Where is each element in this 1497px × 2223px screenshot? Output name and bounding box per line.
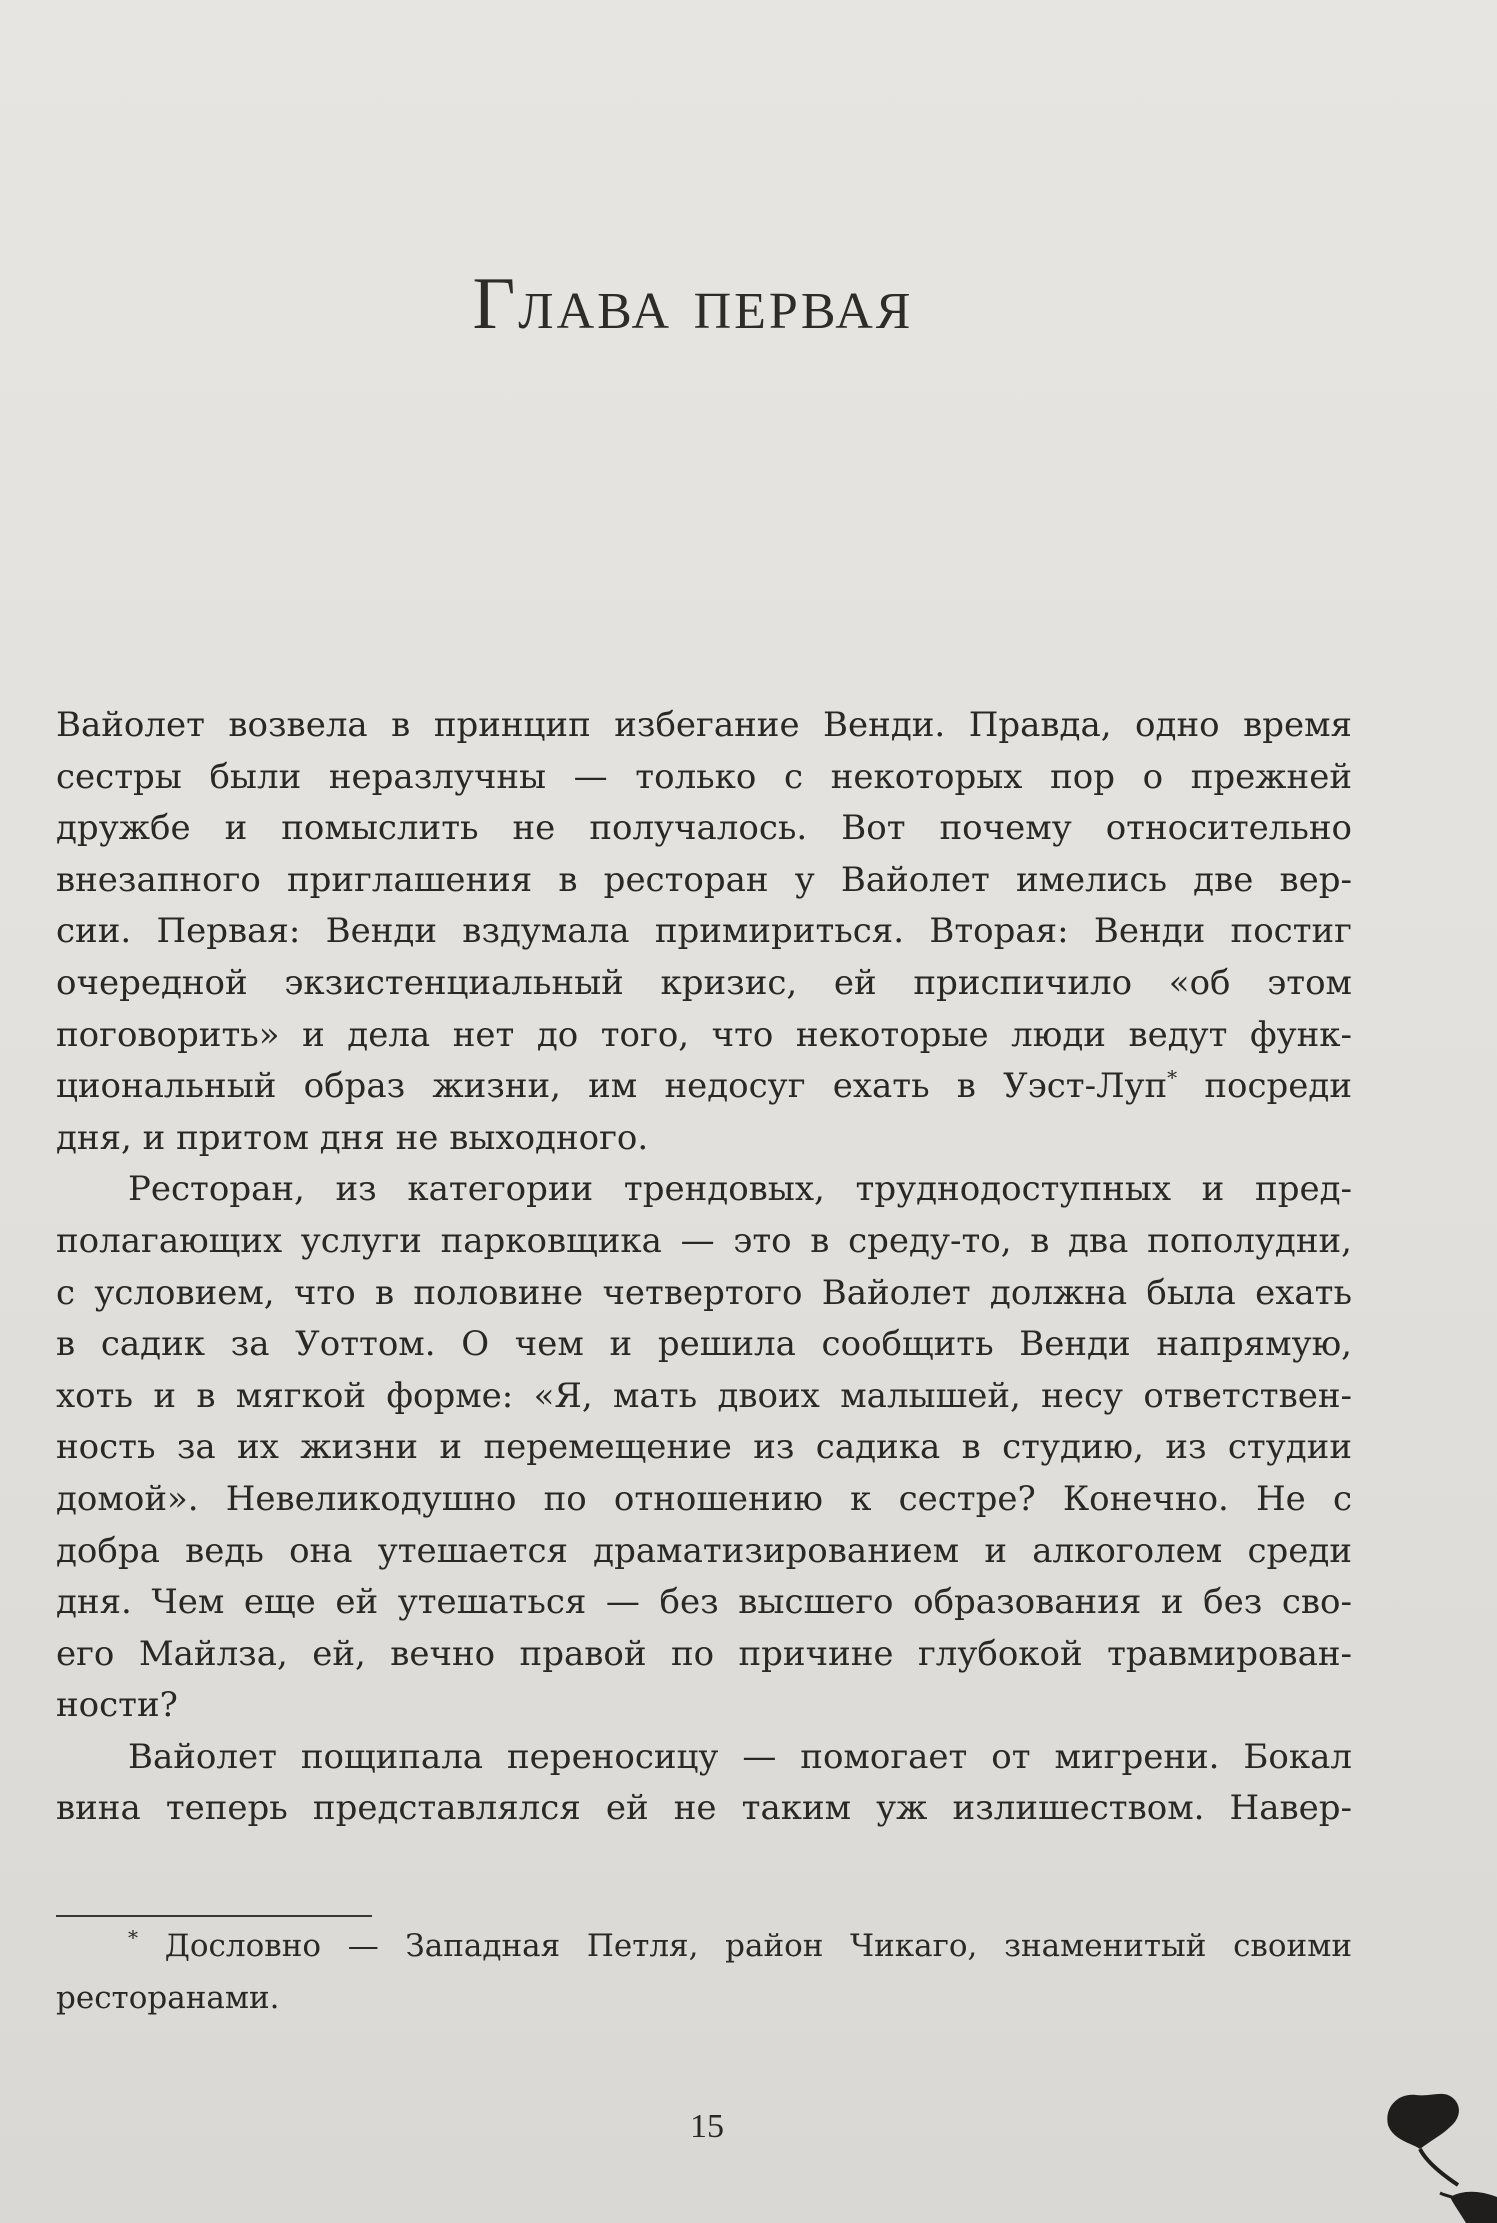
footnote-line bbox=[56, 1920, 1352, 1972]
paragraph-1 bbox=[56, 700, 1352, 1164]
text-line: поговорить» и дела нет до того, что некоторые люди ведут функ- bbox=[56, 1014, 1352, 1055]
footnote-text: Дословно — Западная Петля, район Чикаго, знаменитый своими bbox=[164, 1928, 1352, 1964]
text-line: его Майлза, ей, вечно правой по причине глубокой травмирован- bbox=[56, 1633, 1352, 1674]
text-line: дружбе и помыслить не получалось. Вот почему относительно bbox=[56, 808, 1352, 849]
text-line: Вайолет пощипала переносицу — помогает от мигрени. Бокал bbox=[128, 1736, 1352, 1777]
text-line: ность за их жизни и перемещение из садика в студию, из студии bbox=[56, 1427, 1352, 1468]
text-line: очередной экзистенциальный кризис, ей приспичило «об этом bbox=[56, 962, 1352, 1003]
text-segment: циональный образ жизни, им недосуг ехать в Уэст-Луп bbox=[56, 1066, 1168, 1107]
text-line: вина теперь представлялся ей не таким уж излишеством. Навер- bbox=[56, 1788, 1352, 1829]
text-line: внезапного приглашения в ресторан у Вайолет имелись две вер- bbox=[56, 859, 1352, 900]
text-line-with-footnote bbox=[56, 1061, 1352, 1113]
text-line: полагающих услуги парковщика — это в среду-то, в два пополудни, bbox=[56, 1220, 1352, 1261]
text-line: Вайолет возвела в принцип избегание Венди. Правда, одно время bbox=[56, 705, 1352, 745]
text-line: в садик за Уоттом. О чем и решила сообщить Венди напрямую, bbox=[56, 1324, 1352, 1365]
page-number: 15 bbox=[690, 2108, 724, 2145]
text-line: с условием, что в половине четвертого Вайолет должна была ехать bbox=[56, 1272, 1352, 1313]
footnote-line: ресторанами. bbox=[56, 1980, 280, 2016]
paragraph-2 bbox=[56, 1164, 1352, 1732]
text-line: дня. Чем еще ей утешаться — без высшего образования и без сво- bbox=[56, 1582, 1352, 1623]
footnote bbox=[56, 1920, 1352, 2024]
text-line: хоть и в мягкой форме: «Я, мать двоих малышей, несу ответствен- bbox=[56, 1375, 1352, 1416]
text-line: домой». Невеликодушно по отношению к сестре? Конечно. Не с bbox=[56, 1478, 1352, 1519]
text-line: сии. Первая: Венди вздумала примириться. Вторая: Венди постиг bbox=[56, 911, 1352, 952]
text-line: дня, и притом дня не выходного. bbox=[56, 1117, 649, 1158]
footnote-marker: * bbox=[128, 1925, 138, 1950]
chapter-body bbox=[56, 700, 1352, 1835]
text-line: сестры были неразлучны — только с некоторых пор о прежней bbox=[56, 756, 1352, 797]
text-line: ности? bbox=[56, 1685, 178, 1726]
paragraph-3 bbox=[56, 1732, 1352, 1835]
text-segment: посреди bbox=[1204, 1066, 1352, 1107]
ginkgo-leaf-icon bbox=[1380, 2085, 1497, 2223]
text-line: Ресторан, из категории трендовых, труднодоступных и пред- bbox=[128, 1169, 1352, 1210]
footnote-marker: * bbox=[1167, 1065, 1178, 1090]
text-line: добра ведь она утешается драматизированием и алкоголем среди bbox=[56, 1530, 1352, 1571]
footnote-divider bbox=[56, 1915, 372, 1917]
chapter-title: Глава первая bbox=[472, 263, 914, 345]
